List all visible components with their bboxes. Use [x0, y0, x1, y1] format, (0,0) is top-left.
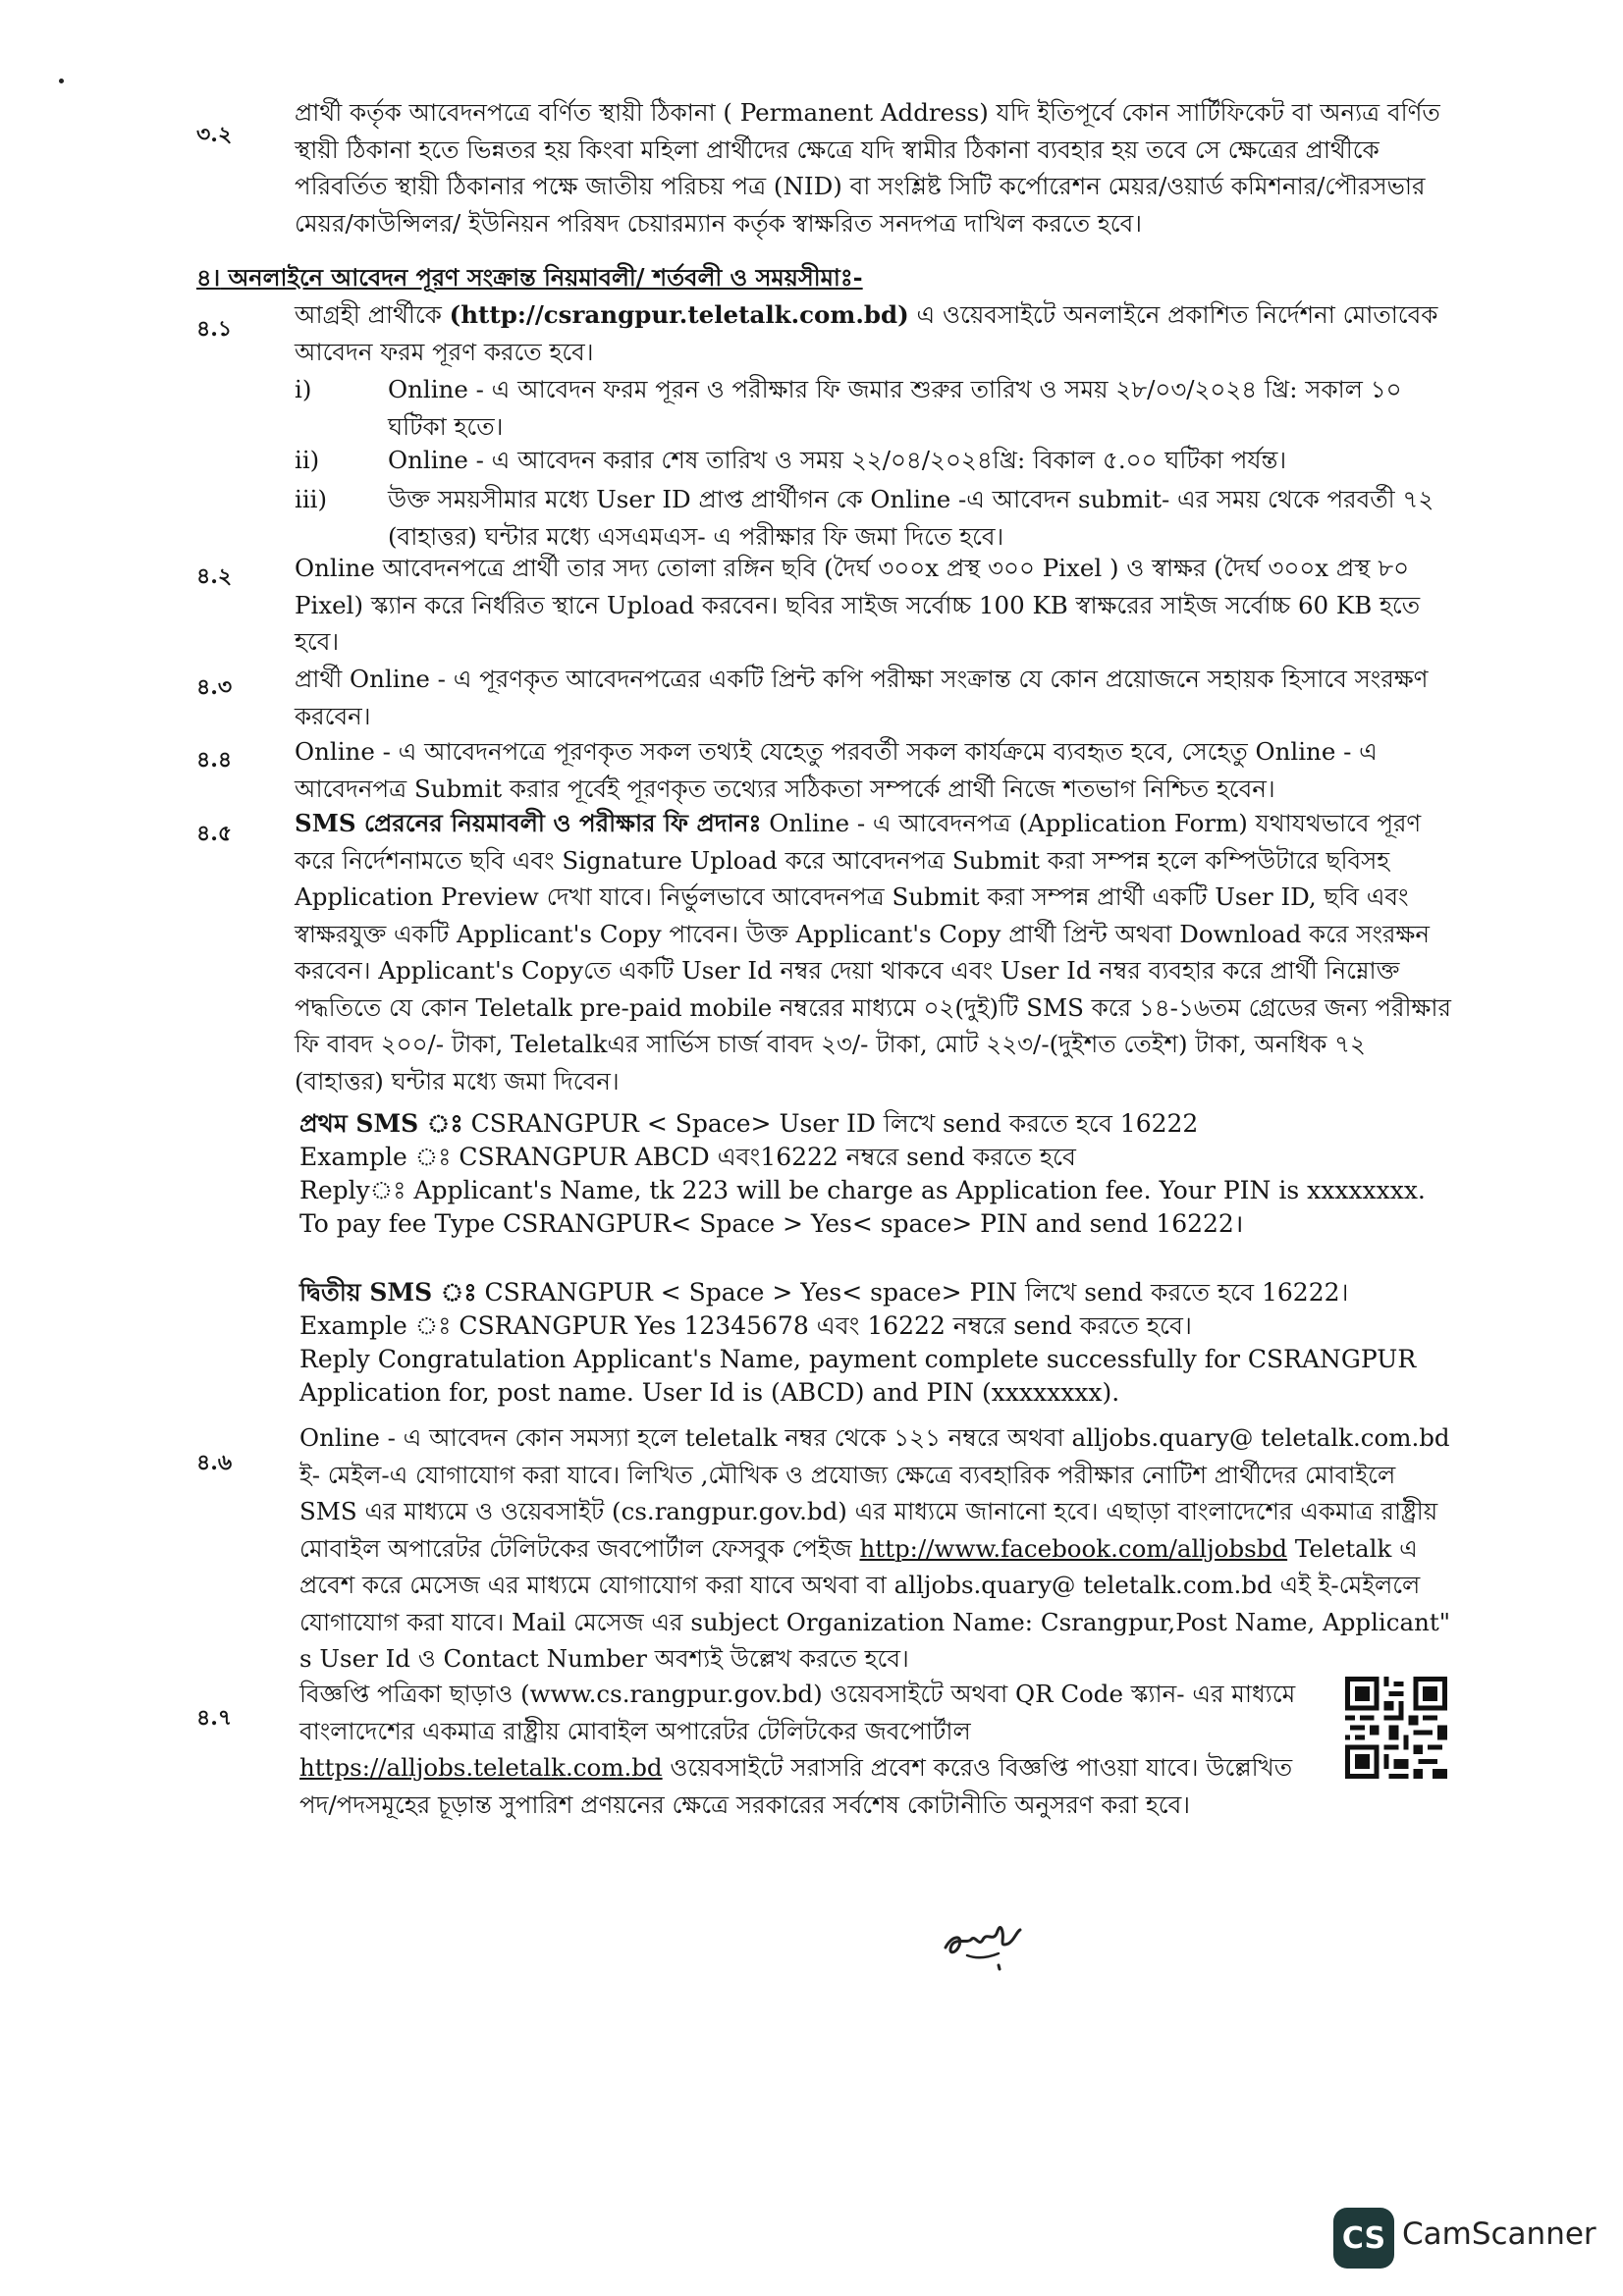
section-4-7-text-after: ওয়েবসাইটে সরাসরি প্রবেশ করেও বিজ্ঞপ্তি পাওয়া যাবে। উল্লেখিত পদ/পদসমূহের চূড়ান্ত সুপারিশ প্রণয়নের ক্ষেত্রে সরকারের সর্বশেষ কোটানীতি অনুসরণ করা হবে।	[299, 1753, 1293, 1819]
sms-rules-lead: SMS প্রেরনের নিয়মাবলী ও পরীক্ষার ফি প্রদানঃ	[295, 809, 762, 837]
section-4-3-text: প্রার্থী Online - এ পূরণকৃত আবেদনপত্রের একটি প্রিন্ট কপি পরীক্ষা সংক্রান্ত যে কোন প্রয়োজনে সহায়ক হিসাবে সংরক্ষণ করবেন।	[295, 665, 1429, 730]
section-4-4-text: Online - এ আবেদনপত্রে পূরণকৃত সকল তথ্যই যেহেতু পরবর্তী সকল কার্যক্রমে ব্যবহৃত হবে, সেহেতু Online - এ আবেদনপত্র Submit করার পূর্বেই পূরণকৃত তথ্যের সঠিকতা সম্পর্কে প্রার্থী নিজে শতভাগ নিশ্চিত হবেন।	[295, 737, 1378, 803]
section-3-2-text: প্রার্থী কর্তৃক আবেদনপত্রে বর্ণিত স্থায়ী ঠিকানা ( Permanent Address) যদি ইতিপূর্বে কোন সার্টিফিকেট বা অন্যত্র বর্ণিত স্থায়ী ঠিকানা হতে ভিন্নতর হয় কিংবা মহিলা প্রার্থীদের ক্ষেত্রে যদি স্বামীর ঠিকানা ব্যবহার হয় তবে সে ক্ষেত্রের প্রার্থীকে পরিবর্তিত স্থায়ী ঠিকানার পক্ষে জাতীয় পরিচয় পত্র (NID) বা সংশ্লিষ্ট সিটি কর্পোরেশন মেয়র/ওয়ার্ড কমিশনার/পৌরসভার মেয়র/কাউন্সিলর/ ইউনিয়ন পরিষদ চেয়ারম্যান কর্তৃক স্বাক্ষরিত সনদপত্র দাখিল করতে হবে।	[295, 98, 1440, 238]
second-sms-format: CSRANGPUR < Space > Yes< space> PIN লিখে send করতে হবে 16222।	[484, 1278, 1349, 1307]
qr-code-icon[interactable]	[1345, 1677, 1447, 1779]
camscanner-logo-icon: CS	[1333, 2208, 1394, 2269]
second-sms-label: দ্বিতীয় SMS ঃ	[299, 1278, 477, 1307]
roman-numeral: i)	[295, 375, 312, 403]
handwritten-signature	[938, 1904, 1046, 1973]
scan-speck	[59, 79, 64, 83]
sub-item-text: Online - এ আবেদন ফরম পূরন ও পরীক্ষার ফি জমার শুরুর তারিখ ও সময় ২৮/০৩/২০২৪ খ্রি: সকাল ১০ ঘটিকা হতে।	[388, 375, 1402, 441]
example-label: Example ঃ	[299, 1143, 452, 1171]
camscanner-brand: CamScanner	[1402, 2216, 1596, 2252]
section-number-4-1: ৪.১	[196, 316, 233, 342]
section-4-1-text	[295, 296, 1453, 370]
second-sms-block	[299, 1276, 1453, 1410]
first-sms-reply: Replyঃ Applicant's Name, tk 223 will be charge as Application fee. Your PIN is xxxxxxxx. To pay fee Type CSRANGPUR< Space > Yes< space> PIN and send 16222।	[299, 1176, 1426, 1238]
csrangpur-teletalk-link[interactable]: (http://csrangpur.teletalk.com.bd)	[449, 300, 909, 329]
section-4-heading	[196, 260, 863, 299]
first-sms-label: প্রথম SMS ঃ	[299, 1109, 463, 1138]
section-4-7-text-before: বিজ্ঞপ্তি পত্রিকা ছাড়াও (www.cs.rangpur.gov.bd) ওয়েবসাইটে অথবা QR Code স্ক্যান- এর মাধ্যমে বাংলাদেশের একমাত্র রাষ্ট্রীয় মোবাইল অপারেটর টেলিটকের জবপোর্টাল	[299, 1680, 1296, 1745]
section-4-6-text	[299, 1419, 1453, 1678]
section-4-6-text-after: Teletalk এ প্রবেশ করে মেসেজ এর মাধ্যমে যোগাযোগ করা যাবে অথবা বা alljobs.quary@ teletalk.com.bd এই ই-মেইললে যোগাযোগ করা যাবে। Mail মেসেজ এর subject Organization Name: Csrangpur,Post Name, Applicant" s User Id ও Contact Number অবশ্যই উল্লেখ করতে হবে।	[299, 1533, 1450, 1673]
section-number-4-7: ৪.৭	[196, 1705, 233, 1731]
sub-item-text: Online - এ আবেদন করার শেষ তারিখ ও সময় ২২/০৪/২০২৪খ্রি: বিকাল ৫.০০ ঘটিকা পর্যন্ত।	[388, 446, 1287, 474]
example-label: Example ঃ	[299, 1311, 452, 1340]
sms-rules-text: Online - এ আবেদনপত্র (Application Form) যথাযথভাবে পূরণ করে নির্দেশনামতে ছবি এবং Signature Upload করে আবেদনপত্র Submit করা সম্পন্ন হলে কম্পিউটারে ছবিসহ Application Preview দেখা যাবে। নির্ভুলভাবে আবেদনপত্র Submit করা সম্পন্ন প্রার্থী একটি User ID, ছবি এবং স্বাক্ষরযুক্ত একটি Applicant's Copy পাবেন। উক্ত Applicant's Copy প্রার্থী প্রিন্ট অথবা Download করে সংরক্ষন করবেন। Applicant's Copyতে একটি User Id নম্বর দেয়া থাকবে এবং User Id নম্বর ব্যবহার করে প্রার্থী নিম্নোক্ত পদ্ধতিতে যে কোন Teletalk pre-paid mobile নম্বরের মাধ্যমে ০২(দুই)টি SMS করে ১৪-১৬তম গ্রেডের জন্য পরীক্ষার ফি বাবদ ২০০/- টাকা, Teletalkএর সার্ভিস চার্জ বাবদ ২৩/- টাকা, মোট ২২৩/-(দুইশত তেইশ) টাকা, অনধিক ৭২ (বাহাত্তর) ঘন্টার মধ্যে জমা দিবেন।	[295, 809, 1451, 1095]
section-4-6-text-before: Online - এ আবেদন কোন সমস্যা হলে teletalk নম্বর থেকে ১২১ নম্বরে অথবা alljobs.quary@ teletalk.com.bd ই- মেইল-এ যোগাযোগ করা যাবে। লিখিত ,মৌখিক ও প্রযোজ্য ক্ষেত্রে ব্যবহারিক পরীক্ষার নোটিশ প্রার্থীদের মোবাইলে SMS এর মাধ্যমে ও ওয়েবসাইট (cs.rangpur.gov.bd) এর মাধ্যমে জানানো হবে। এছাড়া বাংলাদেশের একমাত্র রাষ্ট্রীয় মোবাইল অপারেটর টেলিটকের জবপোর্টাল ফেসবুক পেইজ	[299, 1423, 1450, 1563]
section-number-4-4: ৪.৪	[196, 747, 233, 773]
section-4-1-text-after: এ ওয়েবসাইটে অনলাইনে প্রকাশিত নির্দেশনা মোতাবেক আবেদন ফরম পূরণ করতে হবে।	[295, 300, 1438, 366]
first-sms-example-line	[299, 1141, 1453, 1174]
roman-numeral: ii)	[295, 446, 320, 474]
first-sms-block	[299, 1107, 1453, 1241]
section-4-2-text: Online আবেদনপত্রে প্রার্থী তার সদ্য তোলা রঙ্গিন ছবি (দৈর্ঘ ৩০০x প্রস্থ ৩০০ Pixel ) ও স্বাক্ষর (দৈর্ঘ ৩০০x প্রস্থ ৮০ Pixel) স্ক্যান করে নির্ধরিত স্থানে Upload করবেন। ছবির সাইজ সর্বোচ্চ 100 KB স্বাক্ষরের সাইজ সর্বোচ্চ 60 KB হতে হবে।	[295, 554, 1421, 656]
alljobs-teletalk-link[interactable]: https://alljobs.teletalk.com.bd	[299, 1753, 663, 1782]
section-number-4: ৪।	[196, 263, 221, 292]
section-4-title: অনলাইনে আবেদন পূরণ সংক্রান্ত নিয়মাবলী/ শর্তবলী ও সময়সীমাঃ-	[228, 263, 863, 292]
second-sms-reply: Reply Congratulation Applicant's Name, payment complete successfully for CSRANGPUR Application for, post name. User Id is (ABCD) and PIN (xxxxxxxx).	[299, 1345, 1417, 1407]
section-4-5-text	[295, 805, 1453, 1099]
first-sms-format: CSRANGPUR < Space> User ID লিখে send করতে হবে 16222	[470, 1109, 1199, 1138]
section-4-7-text	[299, 1676, 1306, 1823]
section-number-4-6: ৪.৬	[196, 1450, 233, 1475]
second-sms-line	[299, 1276, 1453, 1309]
section-number-4-5: ৪.৫	[196, 821, 233, 846]
facebook-alljobsbd-link[interactable]: http://www.facebook.com/alljobsbd	[859, 1533, 1288, 1563]
roman-numeral: iii)	[295, 485, 328, 513]
second-sms-example-line	[299, 1309, 1453, 1343]
section-number-4-2: ৪.২	[196, 563, 233, 589]
section-number-3-2: ৩.২	[196, 122, 233, 147]
section-number-4-3: ৪.৩	[196, 674, 233, 700]
first-sms-example: CSRANGPUR ABCD এবং16222 নম্বরে send করতে হবে	[459, 1143, 1076, 1171]
sub-item-text: উক্ত সময়সীমার মধ্যে User ID প্রাপ্ত প্রার্থীগন কে Online -এ আবেদন submit- এর সময় থেকে পরবর্তী ৭২ (বাহাত্তর) ঘন্টার মধ্যে এসএমএস- এ পরীক্ষার ফি জমা দিতে হবে।	[388, 485, 1434, 551]
first-sms-line	[299, 1107, 1453, 1141]
second-sms-example: CSRANGPUR Yes 12345678 এবং 16222 নম্বরে send করতে হবে।	[459, 1311, 1192, 1340]
section-4-1-text-before: আগ্রহী প্রার্থীকে	[295, 300, 442, 329]
